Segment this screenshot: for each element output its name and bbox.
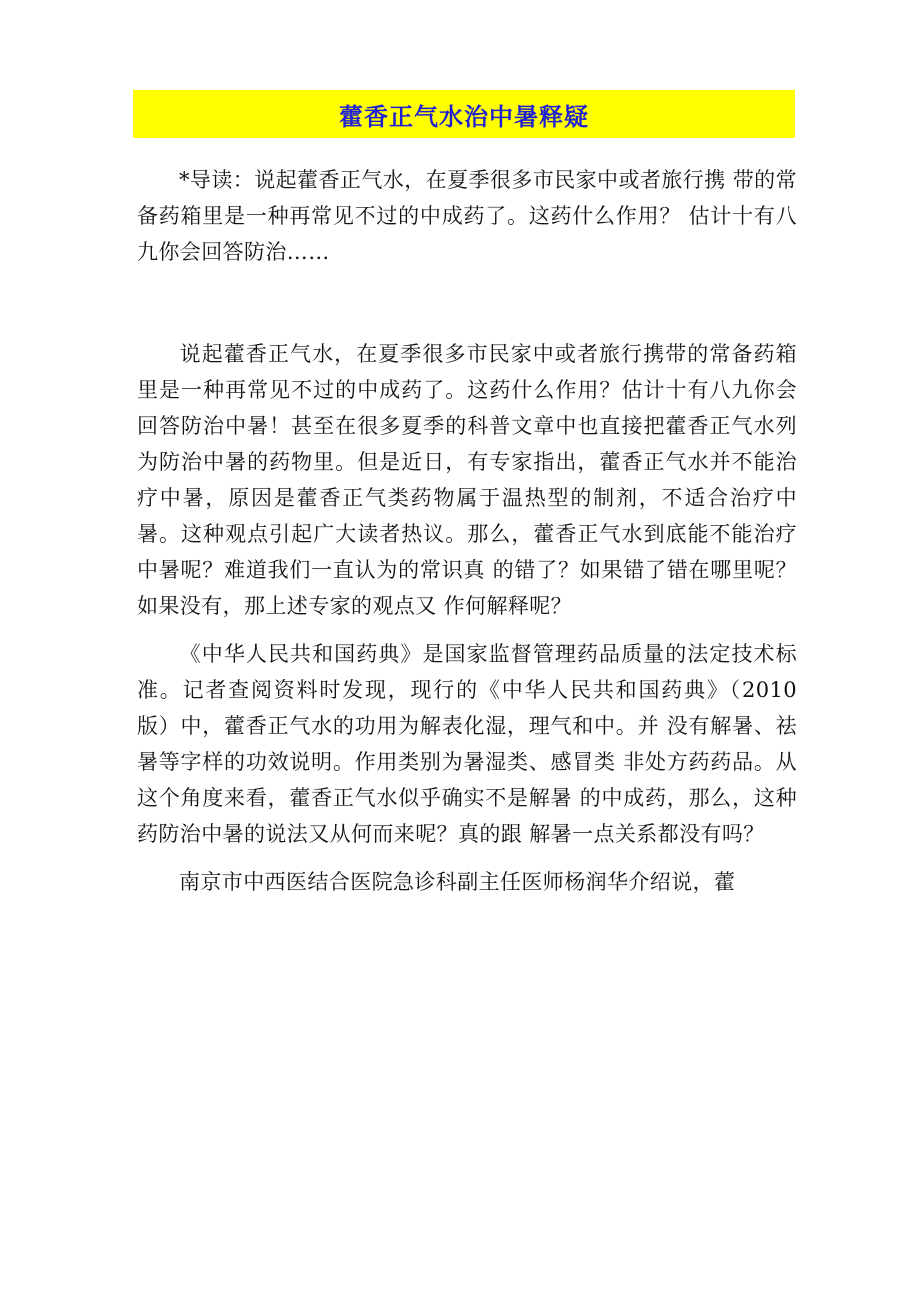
- paragraph-gap: [137, 270, 797, 336]
- paragraph-text: 《中华人民共和国药典》是国家监督管理药品质量的法定技术标准。记者查阅资料时发现，现行的《中华人民共和国药典》（2010 版）中，藿香正气水的功用为解表化湿，理气和中。并 没有解暑、祛暑等字样的功效说明。作用类别为暑湿类、感冒类 非处方药药品。从这个角度来看，藿香正气水似乎确实不是解暑 的中成药，那么，这种药防治中暑的说法又从何而来呢？真的跟 解暑一点关系都没有吗？: [137, 642, 797, 846]
- paragraph-expert: [137, 864, 797, 900]
- paragraph-lead: [137, 162, 797, 270]
- document-body: [137, 162, 797, 900]
- document-title: 藿香正气水治中暑释疑: [339, 101, 589, 131]
- paragraph-text: 说起藿香正气水，在夏季很多市民家中或者旅行携带的常备药箱里是一种再常见不过的中成药了。这药什么作用？估计十有八九你会回答防治中暑！甚至在很多夏季的科普文章中也直接把藿香正气水列为防治中暑的药物里。但是近日，有专家指出，藿香正气水并不能治疗中暑，原因是藿香正气类药物属于温热型的制剂，不适合治疗中暑。这种观点引起广大读者热议。那么，藿香正气水到底能不能治疗中暑呢？难道我们一直认为的常识真 的错了？如果错了错在哪里呢？如果没有，那上述专家的观点又 作何解释呢？: [137, 342, 797, 618]
- paragraph-intro: [137, 336, 797, 624]
- paragraph-pharmacopoeia: [137, 636, 797, 852]
- paragraph-text: *导读：说起藿香正气水，在夏季很多市民家中或者旅行携 带的常备药箱里是一种再常见不过的中成药了。这药什么作用？ 估计十有八九你会回答防治……: [137, 168, 797, 264]
- paragraph-text: 南京市中西医结合医院急诊科副主任医师杨润华介绍说，藿: [179, 870, 736, 894]
- title-banner: [133, 90, 795, 138]
